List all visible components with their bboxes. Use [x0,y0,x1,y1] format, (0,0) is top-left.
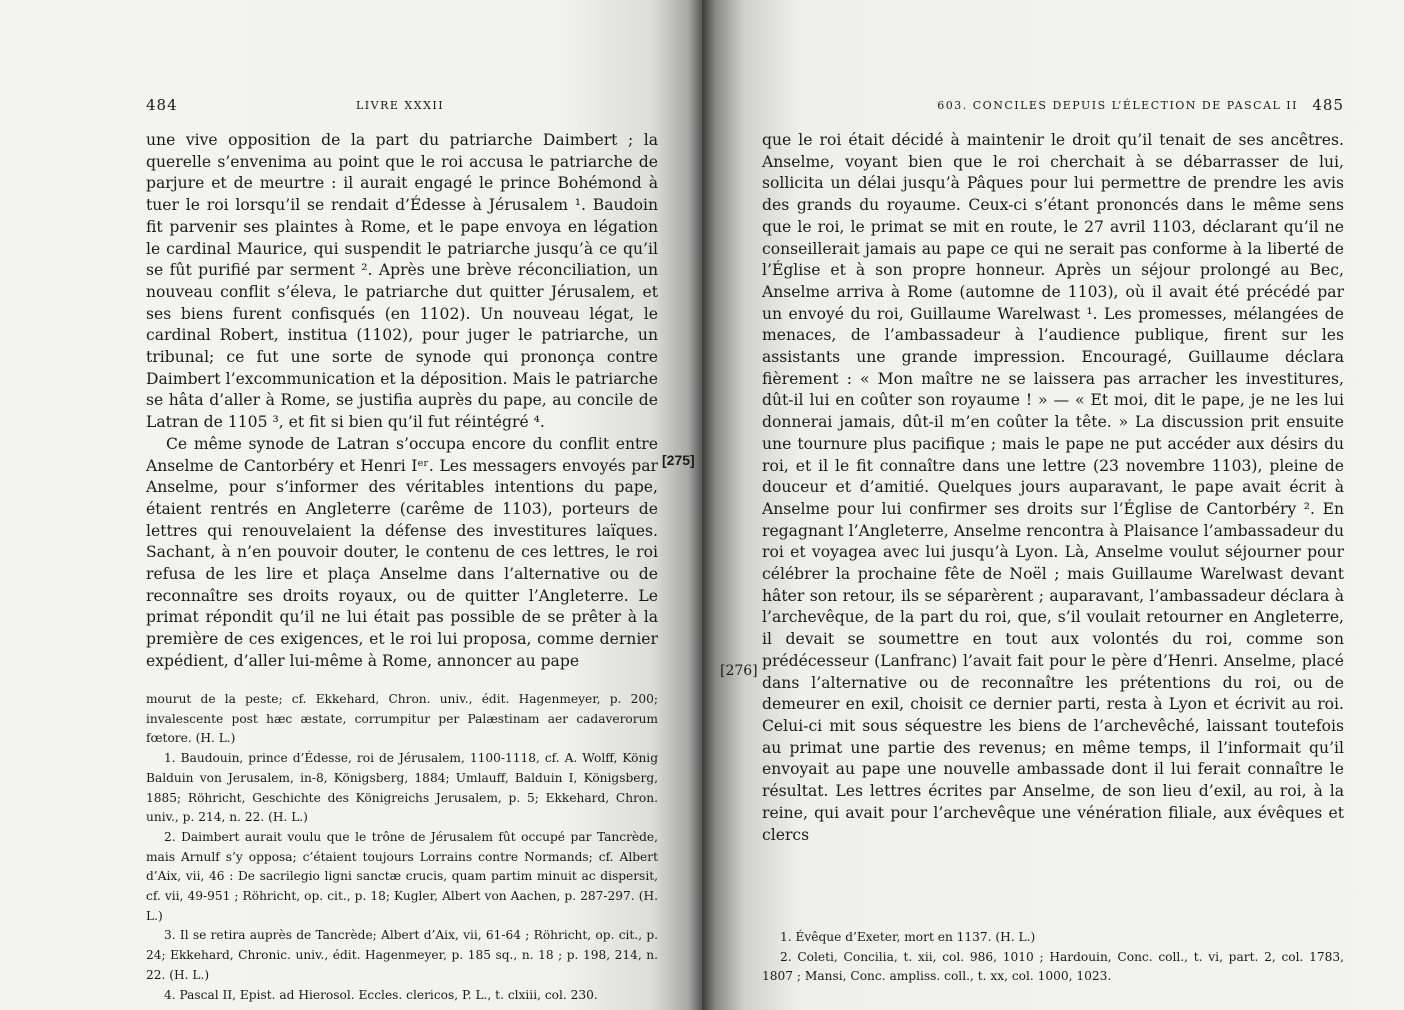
running-title-left: LIVRE XXXII [356,99,445,112]
margin-reference-276: [276] [720,663,758,679]
footnote-continued: mourut de la peste; cf. Ekkehard, Chron. univ., édit. Hagenmeyer, p. 200; invalescente post hæc æstate, corrumpitur per Palæstinam aer cadaverorum fœtore. (H. L.) [146,692,658,746]
page-number-left: 484 [146,96,178,114]
body-text-left [146,130,658,673]
footnote-4: 4. Pascal II, Epist. ad Hierosol. Eccles. clericos, P. L., t. clxiii, col. 230. [164,987,598,1002]
footnotes-right [762,928,1344,987]
body-text-right: que le roi était décidé à maintenir le droit qu’il tenait de ses ancêtres. Anselme, voyant bien que le roi cherchait à se débarrasser de lui, sollicita un délai jusqu’à Pâques pour lui permettre de prendre les avis des grands du royaume. Ceux-ci s’étant prononcés dans le même sens que le roi, le primat se mit en route, le 27 avril 1103, déclarant qu’il ne conseillerait jamais au pape ce qui ne serait pas conforme à la liberté de l’Église et à son propre honneur. Après un séjour prolongé au Bec, Anselme arriva à Rome (automne de 1103), où il avait été précédé par un envoyé du roi, Guillaume Warelwast ¹. Les promesses, mélangées de menaces, de l’ambassadeur à l’audience publique, firent sur les assistants une grande impression. Encouragé, Guillaume déclara fièrement : « Mon maître ne se laissera pas arracher les investitures, dût-il lui en coûter son royaume ! » — « Et moi, dit le pape, je ne les lui donnerai jamais, dût-il m’en coûter la tête. » La discussion prit ensuite une tournure plus pacifique ; mais le pape ne put accéder aux désirs du roi, et il le fit connaître dans une lettre (23 novembre 1103), pleine de douceur et d’amitié. Quelques jours auparavant, le pape avait écrit à Anselme pour lui confirmer ses droits sur l’Église de Cantorbéry ². En regagnant l’Angleterre, Anselme rencontra à Plaisance l’ambassadeur du roi et voyagea avec lui jusqu’à Lyon. Là, Anselme voulut séjourner pour célébrer la prochaine fête de Noël ; mais Guillaume Warelwast devant hâter son retour, ils se séparèrent ; auparavant, l’ambassadeur déclara à l’archevêque, de la part du roi, que, s’il voulait retourner en Angleterre, il devait se soumettre en tout aux volontés du roi, comme son prédécesseur (Lanfranc) l’avait fait pour le père d’Henri. Anselme, placé dans l’alternative ou de reconnaître les prétentions du roi, ou de demeurer en exil, choisit ce dernier parti, resta à Lyon et écrivit au roi. Celui-ci mit sous séquestre les biens de l’archevêché, laissant toutefois au primat une partie des revenus; en même temps, il l’informait qu’il envoyait au pape une nouvelle ambassade dont il lui ferait connaître le résultat. Les lettres écrites par Anselme, de son lieu d’exil, au roi, à la reine, qui avait pour l’archevêque une vénération filiale, aux évêques et clercs [762,131,1344,844]
page-number-right: 485 [1312,96,1344,114]
footnote-2: 2. Daimbert aurait voulu que le trône de Jérusalem fût occupé par Tancrède, mais Arnulf s’y opposa; c’étaient toujours Lorrains contre Normands; cf. Albert d’Aix, vii, 46 : De sacrilegio ligni sanctæ crucis, quam partim minuit ac dispersit, cf. vii, 49-951 ; Röhricht, op. cit., p. 18; Kugler, Albert von Aachen, p. 287-297. (H. L.) [146,829,658,923]
right-page [702,0,1404,1010]
paragraph-1: une vive opposition de la part du patriarche Daimbert ; la querelle s’envenima au point que le roi accusa le patriarche de parjure et de meurtre : il aurait engagé le prince Bohémond à tuer le roi lorsqu’il se rendait d’Édesse à Jérusalem ¹. Baudoin fit parvenir ses plaintes à Rome, et le pape envoya en légation le cardinal Maurice, qui suspendit le patriarche jusqu’à ce qu’il se fût purifié par serment ². Après une brève réconciliation, un nouveau conflit s’éleva, le patriarche dut quitter Jérusalem, et ses biens furent confisqués (en 1102). Un nouveau légat, le cardinal Robert, institua (1102), pour juger le patriarche, un tribunal; ce fut une sorte de synode qui prononça contre Daimbert l’excommunication et la déposition. Mais le patriarche se hâta d’aller à Rome, se justifia auprès du pape, au concile de Latran de 1105 ³, et fit si bien qu’il fut réintégré ⁴. [146,131,658,432]
margin-reference-275: [275] [662,452,695,468]
footnotes-left [146,690,658,1005]
footnote-1-right: 1. Évêque d’Exeter, mort en 1137. (H. L.) [780,930,1036,944]
paragraph-2: Ce même synode de Latran s’occupa encore du conflit entre Anselme de Cantorbéry et Henri Iᵉʳ. Les messagers envoyés par Anselme, pour s’informer des véritables intentions du pape, étaient rentrés en Angleterre (carême de 1103), porteurs de lettres qui renouvelaient la défense des investitures laïques. Sachant, à n’en pouvoir douter, le contenu de ces lettres, le roi refusa de les lire et plaça Anselme dans l’alternative ou de reconnaître ses droits royaux, ou de quitter l’Angleterre. Le primat répondit qu’il ne lui était pas possible de se prêter à la première de ces exigences, et le roi lui proposa, comme dernier expédient, d’aller lui-même à Rome, annoncer au pape [146,434,658,670]
footnote-3: 3. Il se retira auprès de Tancrède; Albert d’Aix, vii, 61-64 ; Röhricht, op. cit., p. 24; Ekkehard, Chronic. univ., édit. Hagenmeyer, p. 185 sq., n. 18 ; p. 198, 214, n. 22. (H. L.) [146,928,658,982]
running-title-right: 603. CONCILES DEPUIS L’ÉLECTION DE PASCAL II [937,99,1298,112]
footnote-1: 1. Baudouin, prince d’Édesse, roi de Jérusalem, 1100-1118, cf. A. Wolff, König Balduin von Jerusalem, in-8, Königsberg, 1884; Umlauff, Balduin I, Königsberg, 1885; Röhricht, Geschichte des Königreichs Jerusalem, p. 5; Ekkehard, Chron. univ., p. 214, n. 22. (H. L.) [146,751,658,825]
footnote-2-right: 2. Coleti, Concilia, t. xii, col. 986, 1010 ; Hardouin, Conc. coll., t. vi, part. 2, col. 1783, 1807 ; Mansi, Conc. ampliss. coll., t. xx, col. 1000, 1023. [762,949,1344,984]
